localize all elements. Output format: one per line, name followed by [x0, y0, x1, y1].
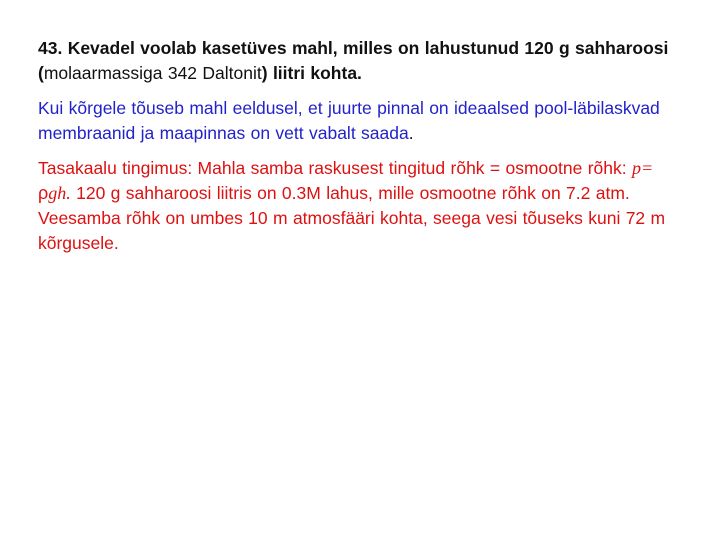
formula-period: .	[66, 183, 71, 203]
formula-gh: gh	[48, 183, 67, 203]
formula-rho: ρ	[38, 183, 49, 203]
problem-lead: 43. Kevadel voolab kasetüves mahl, milles on lahustunud 120 g sahharoosi (	[38, 38, 669, 83]
molar-mass-note: molaarmassiga 342 Daltonit	[43, 63, 262, 83]
question-body: Kui kõrgele tõuseb mahl eeldusel, et juurte pinnal on ideaalsed pool-läbilaskvad membraanid ja maapinnas on vett vabalt saada	[38, 98, 660, 143]
problem-tail: ) liitri kohta.	[261, 63, 362, 83]
problem-statement	[38, 36, 688, 86]
answer-intro: Tasakaalu tingimus: Mahla samba raskusest tingitud rõhk = osmootne rõhk:	[38, 158, 632, 178]
slide-content	[38, 36, 688, 266]
formula-p: p	[631, 158, 641, 178]
formula-equals: =	[640, 158, 654, 178]
question-text	[38, 96, 688, 146]
answer-rest: 120 g sahharoosi liitris on 0.3M lahus, mille osmootne rõhk on 7.2 atm. Veesamba rõhk on umbes 10 m atmosfääri kohta, seega vesi tõuseks kuni 72 m kõrgusele.	[38, 183, 666, 253]
question-end-mark: .	[408, 123, 414, 143]
answer-text	[38, 156, 688, 256]
